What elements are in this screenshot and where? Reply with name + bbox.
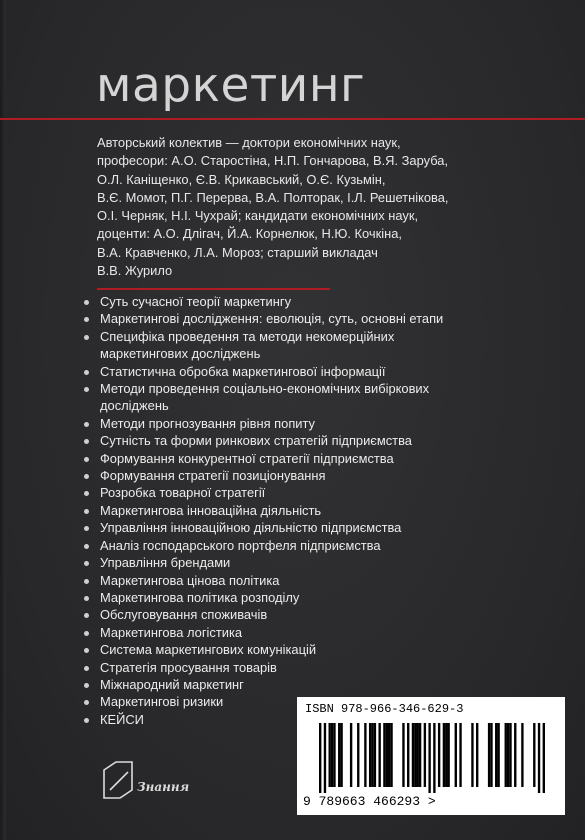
contents-item-text: Маркетингові дослідження: еволюція, суть, основні етапи	[100, 311, 444, 327]
bullet-icon	[84, 596, 89, 601]
barcode-bar	[378, 723, 380, 787]
contents-item-text: Система маркетингових комунікацій	[100, 642, 317, 658]
contents-item-text: Суть сучасної теорії маркетингу	[100, 294, 292, 309]
author-line: О.Л. Каніщенко, Є.В. Крикавський, О.Є. Кузьмін,	[97, 171, 386, 187]
bullet-icon	[84, 613, 89, 618]
barcode-bar	[364, 723, 366, 787]
ean-digits: 9 789663 466293 >	[303, 794, 436, 809]
contents-list	[80, 293, 444, 728]
contents-item	[80, 624, 440, 641]
bullet-icon	[84, 300, 89, 305]
contents-item	[80, 310, 444, 327]
barcode-bar	[459, 723, 461, 787]
bullet-icon	[84, 666, 89, 671]
spine-edge	[0, 0, 6, 840]
barcode-bar	[357, 723, 359, 787]
barcode-bar	[538, 723, 540, 793]
barcode-bar	[414, 723, 416, 787]
barcode-bar	[412, 723, 414, 787]
contents-item-text: Маркетингові ризики	[100, 694, 224, 710]
barcode-bar	[509, 723, 511, 787]
barcode-bar	[417, 723, 419, 787]
contents-item	[80, 450, 440, 467]
barcode-bar	[329, 723, 331, 787]
barcode-bar	[476, 723, 478, 787]
contents-item-text: Методи проведення соціально-економічних вибіркових	[100, 381, 430, 397]
barcode-bar	[488, 723, 490, 787]
bullet-icon	[84, 526, 89, 531]
author-line: О.І. Черняк, Н.І. Чухрай; кандидати економічних наук,	[97, 208, 419, 224]
section-divider	[97, 288, 330, 290]
contents-item-text: Маркетингова політика розподілу	[100, 589, 300, 605]
contents-item-text: Маркетингова логістика	[100, 624, 243, 640]
contents-item-text: Сутність та форми ринкових стратегій підприємства	[100, 433, 412, 449]
barcode-bar	[407, 723, 409, 787]
barcode-bar	[331, 723, 333, 787]
barcode-bar	[490, 723, 492, 787]
contents-item-text: маркетингових досліджень	[100, 346, 261, 362]
book-title: маркетинг	[96, 58, 366, 113]
barcode-bar	[383, 723, 385, 787]
title-underline	[0, 118, 585, 120]
bullet-icon	[84, 509, 89, 514]
barcode-bar	[433, 723, 435, 793]
isbn-text: ISBN 978-966-346-629-3	[305, 702, 464, 716]
contents-item-text: Управління брендами	[100, 555, 231, 571]
barcode-bar	[324, 723, 326, 793]
bullet-icon	[84, 439, 89, 444]
barcode-bar	[424, 723, 426, 787]
contents-item	[80, 328, 440, 363]
contents-item-text: Формування конкурентної стратегії підприємства	[100, 450, 394, 466]
barcode-bar	[514, 723, 516, 787]
barcode-bar	[374, 723, 376, 787]
bullet-icon	[84, 474, 89, 479]
bullet-icon	[84, 648, 89, 653]
contents-item-text: Управління інноваційною діяльністю підприємства	[100, 520, 402, 536]
barcode-bar	[371, 723, 373, 787]
bullet-icon	[84, 317, 89, 322]
author-line: В.А. Кравченко, Л.А. Мороз; старший викладач	[97, 244, 378, 260]
barcode-bar	[447, 723, 449, 787]
barcode-bar	[319, 723, 321, 793]
contents-item	[80, 502, 440, 519]
contents-item	[80, 676, 440, 693]
contents-item-text: Методи прогнозування рівня попиту	[100, 415, 316, 431]
contents-item-text: Формування стратегії позиціонування	[100, 468, 326, 484]
author-line: Авторський колектив — доктори економічних наук,	[97, 135, 401, 150]
barcode-bar	[521, 723, 523, 787]
contents-item	[80, 572, 440, 589]
contents-item	[80, 293, 440, 310]
bullet-icon	[84, 422, 89, 427]
bullet-icon	[84, 579, 89, 584]
barcode-bar	[340, 723, 342, 787]
contents-item-text: Маркетингова цінова політика	[100, 572, 280, 588]
barcode-bar	[533, 723, 535, 787]
publisher-name: Знання	[137, 780, 190, 794]
contents-item-text: Міжнародний маркетинг	[100, 676, 244, 692]
contents-item-text: Обслуговування споживачів	[100, 607, 268, 623]
contents-item	[80, 589, 440, 606]
barcode-bar	[428, 723, 430, 793]
contents-item-text: Стратегія просування товарів	[100, 659, 277, 675]
contents-item	[80, 519, 440, 536]
bullet-icon	[84, 561, 89, 566]
barcode-bar	[507, 723, 509, 787]
contents-item-text: Специфіка проведення та методи некомерційних	[100, 328, 395, 344]
barcode-bar	[438, 723, 440, 787]
contents-item	[80, 554, 440, 571]
bullet-icon	[84, 457, 89, 462]
contents-item-text: КЕЙСИ	[100, 711, 144, 727]
barcode-bar	[443, 723, 445, 787]
author-line: доценти: А.О. Длігач, Й.А. Корнелюк, Н.Ю. Кочкіна,	[97, 226, 403, 242]
contents-item	[80, 537, 440, 554]
contents-item-text: Розробка товарної стратегії	[100, 485, 266, 501]
contents-item	[80, 606, 440, 623]
barcode-bar	[419, 723, 421, 787]
contents-item-text: Статистична обробка маркетингової інформації	[100, 363, 386, 379]
bullet-icon	[84, 683, 89, 688]
bullet-icon	[84, 370, 89, 375]
bullet-icon	[84, 335, 89, 340]
contents-item-text: досліджень	[100, 398, 169, 414]
barcode-bar	[388, 723, 390, 787]
author-line: професори: А.О. Старостіна, Н.П. Гончарова, В.Я. Заруба,	[97, 153, 449, 169]
barcode-box	[297, 697, 565, 815]
contents-item	[80, 641, 440, 658]
contents-item-text: Аналіз господарського портфеля підприємства	[100, 537, 381, 553]
barcode-bar	[455, 723, 457, 787]
barcode-bar	[369, 723, 371, 787]
contents-item-text: Маркетингова інноваційна діяльність	[100, 502, 322, 518]
contents-item	[80, 432, 440, 449]
bullet-icon	[84, 700, 89, 705]
barcode-bar	[333, 723, 335, 787]
barcode-bar	[350, 723, 352, 787]
barcode-bars	[319, 723, 545, 793]
contents-item	[80, 380, 440, 415]
contents-item	[80, 415, 440, 432]
contents-item	[80, 467, 440, 484]
authors-block	[97, 134, 567, 280]
barcode-bar	[390, 723, 392, 787]
barcode-bar	[445, 723, 447, 787]
bullet-icon	[84, 544, 89, 549]
contents-item	[80, 484, 440, 501]
contents-item	[80, 363, 440, 380]
barcode-bar	[471, 723, 473, 787]
barcode-bar	[505, 723, 507, 787]
bullet-icon	[84, 387, 89, 392]
barcode-bar	[495, 723, 497, 787]
barcode-bar	[497, 723, 499, 787]
barcode-bar	[386, 723, 388, 787]
barcode-bar	[402, 723, 404, 787]
barcode-bar	[338, 723, 340, 787]
contents-item	[80, 659, 440, 676]
bullet-icon	[84, 491, 89, 496]
author-line: В.Є. Момот, П.Г. Перерва, В.А. Полторак, І.Л. Решетнікова,	[97, 189, 449, 205]
barcode-bar	[543, 723, 545, 793]
bullet-icon	[84, 718, 89, 723]
bullet-icon	[84, 631, 89, 636]
author-line: В.В. Журило	[97, 263, 173, 279]
